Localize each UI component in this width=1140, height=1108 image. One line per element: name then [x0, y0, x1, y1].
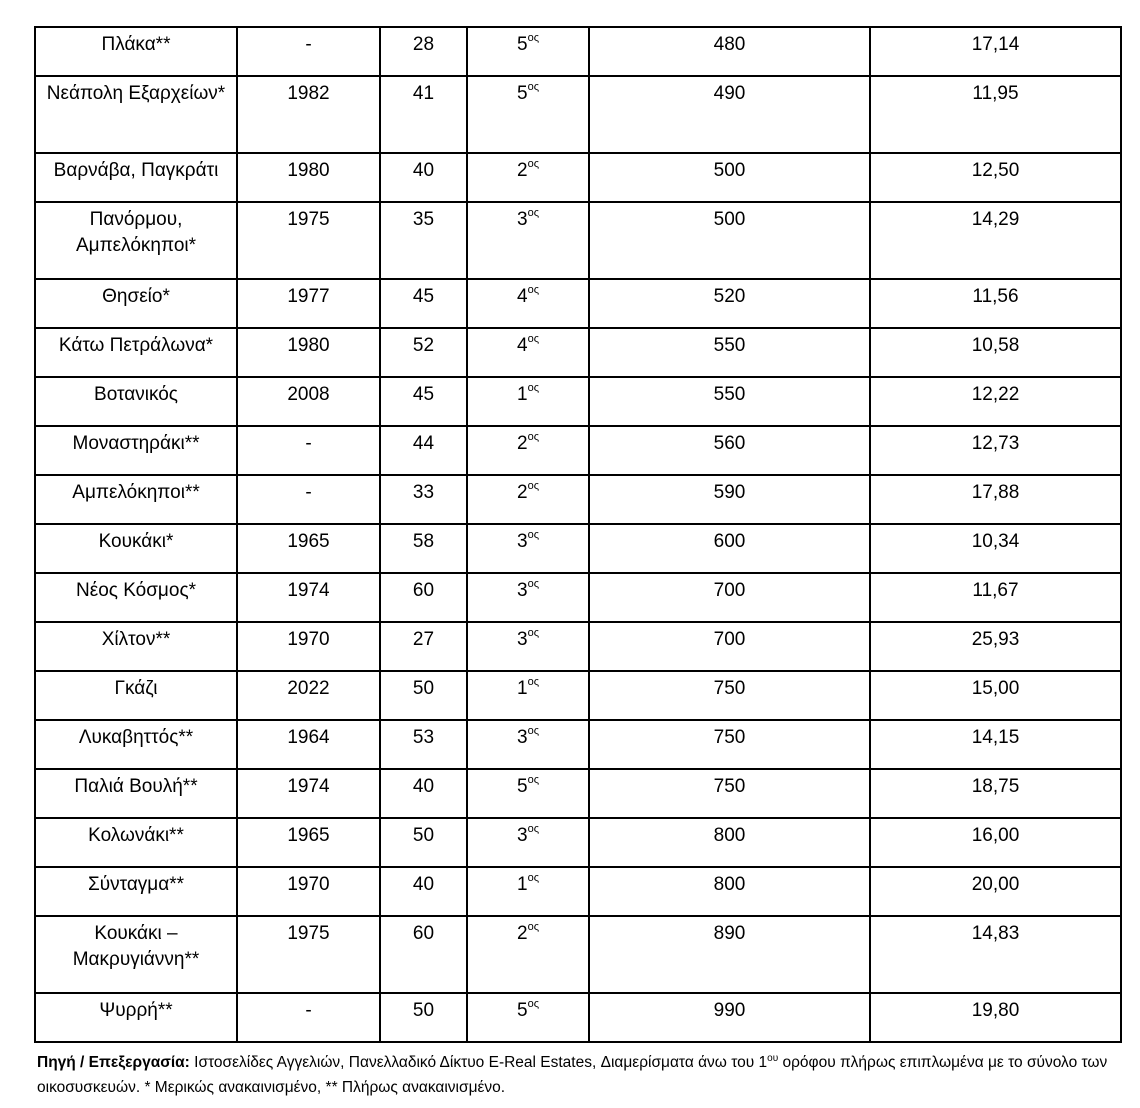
floor-number: 3	[517, 727, 528, 748]
source-note	[37, 1050, 1117, 1100]
table-row	[35, 426, 1121, 475]
sqm-cell: 52	[380, 328, 467, 377]
year-cell: -	[237, 475, 380, 524]
floor-cell	[467, 818, 589, 867]
price-per-sqm-cell: 12,73	[870, 426, 1121, 475]
rent-cell: 700	[589, 573, 870, 622]
floor-suffix: ος	[527, 578, 539, 590]
year-cell: 1965	[237, 524, 380, 573]
floor-cell	[467, 916, 589, 993]
floor-cell	[467, 622, 589, 671]
price-per-sqm-cell: 14,83	[870, 916, 1121, 993]
floor-suffix: ος	[527, 207, 539, 219]
table-row	[35, 76, 1121, 153]
sqm-cell: 45	[380, 279, 467, 328]
floor-suffix: ος	[527, 32, 539, 44]
table-row	[35, 867, 1121, 916]
floor-cell	[467, 76, 589, 153]
floor-cell	[467, 993, 589, 1042]
floor-number: 2	[517, 160, 528, 181]
year-cell: -	[237, 27, 380, 76]
sqm-cell: 58	[380, 524, 467, 573]
year-cell: 1964	[237, 720, 380, 769]
price-per-sqm-cell: 15,00	[870, 671, 1121, 720]
floor-number: 3	[517, 580, 528, 601]
table-row	[35, 622, 1121, 671]
floor-cell	[467, 202, 589, 279]
floor-suffix: ος	[527, 676, 539, 688]
rent-cell: 990	[589, 993, 870, 1042]
price-per-sqm-cell: 10,34	[870, 524, 1121, 573]
floor-cell	[467, 524, 589, 573]
rent-cell: 480	[589, 27, 870, 76]
area-cell: Παλιά Βουλή**	[35, 769, 237, 818]
price-per-sqm-cell: 25,93	[870, 622, 1121, 671]
floor-suffix: ος	[527, 774, 539, 786]
year-cell: 1974	[237, 573, 380, 622]
rent-cell: 500	[589, 202, 870, 279]
sqm-cell: 53	[380, 720, 467, 769]
sqm-cell: 50	[380, 818, 467, 867]
floor-number: 3	[517, 531, 528, 552]
year-cell: 1975	[237, 916, 380, 993]
floor-suffix: ος	[527, 382, 539, 394]
rent-table	[34, 26, 1122, 1043]
price-per-sqm-cell: 17,88	[870, 475, 1121, 524]
table-row	[35, 153, 1121, 202]
floor-suffix: ος	[527, 823, 539, 835]
price-per-sqm-cell: 16,00	[870, 818, 1121, 867]
area-cell: Νέος Κόσμος*	[35, 573, 237, 622]
price-per-sqm-cell: 14,29	[870, 202, 1121, 279]
rent-cell: 550	[589, 328, 870, 377]
floor-cell	[467, 573, 589, 622]
floor-number: 4	[517, 335, 528, 356]
table-row	[35, 328, 1121, 377]
area-cell: Νεάπολη Εξαρχείων*	[35, 76, 237, 153]
source-label: Πηγή / Επεξεργασία:	[37, 1054, 190, 1071]
area-cell: Βοτανικός	[35, 377, 237, 426]
floor-cell	[467, 27, 589, 76]
table-body	[35, 27, 1121, 1042]
price-per-sqm-cell: 11,56	[870, 279, 1121, 328]
floor-suffix: ος	[527, 284, 539, 296]
floor-cell	[467, 867, 589, 916]
source-text-part1: Ιστοσελίδες Αγγελιών, Πανελλαδικό Δίκτυο E-Real Estates, Διαμερίσματα άνω του 1	[189, 1054, 768, 1071]
floor-number: 2	[517, 433, 528, 454]
area-cell: Μοναστηράκι**	[35, 426, 237, 475]
floor-suffix: ος	[527, 872, 539, 884]
area-cell: Χίλτον**	[35, 622, 237, 671]
price-per-sqm-cell: 18,75	[870, 769, 1121, 818]
source-superscript: ου	[767, 1053, 779, 1064]
area-cell: Βαρνάβα, Παγκράτι	[35, 153, 237, 202]
table-row	[35, 671, 1121, 720]
floor-number: 3	[517, 825, 528, 846]
sqm-cell: 60	[380, 573, 467, 622]
year-cell: 2022	[237, 671, 380, 720]
table-row	[35, 916, 1121, 993]
price-per-sqm-cell: 17,14	[870, 27, 1121, 76]
year-cell: 1975	[237, 202, 380, 279]
price-per-sqm-cell: 11,67	[870, 573, 1121, 622]
rent-cell: 560	[589, 426, 870, 475]
rent-cell: 700	[589, 622, 870, 671]
table-row	[35, 475, 1121, 524]
rent-cell: 890	[589, 916, 870, 993]
floor-number: 2	[517, 482, 528, 503]
sqm-cell: 27	[380, 622, 467, 671]
year-cell: 1977	[237, 279, 380, 328]
table-row	[35, 573, 1121, 622]
price-per-sqm-cell: 12,22	[870, 377, 1121, 426]
floor-cell	[467, 153, 589, 202]
area-cell: Αμπελόκηποι**	[35, 475, 237, 524]
price-per-sqm-cell: 10,58	[870, 328, 1121, 377]
floor-number: 3	[517, 629, 528, 650]
rent-cell: 750	[589, 720, 870, 769]
table-row	[35, 27, 1121, 76]
floor-number: 1	[517, 874, 528, 895]
rent-cell: 600	[589, 524, 870, 573]
area-cell: Λυκαβηττός**	[35, 720, 237, 769]
sqm-cell: 35	[380, 202, 467, 279]
floor-cell	[467, 671, 589, 720]
floor-suffix: ος	[527, 431, 539, 443]
price-per-sqm-cell: 11,95	[870, 76, 1121, 153]
floor-suffix: ος	[527, 81, 539, 93]
price-per-sqm-cell: 12,50	[870, 153, 1121, 202]
rent-cell: 590	[589, 475, 870, 524]
table-row	[35, 202, 1121, 279]
table-row	[35, 524, 1121, 573]
floor-suffix: ος	[527, 333, 539, 345]
year-cell: 1980	[237, 328, 380, 377]
rent-cell: 520	[589, 279, 870, 328]
price-per-sqm-cell: 14,15	[870, 720, 1121, 769]
sqm-cell: 50	[380, 671, 467, 720]
sqm-cell: 33	[380, 475, 467, 524]
floor-suffix: ος	[527, 921, 539, 933]
area-cell: Κουκάκι – Μακρυγιάννη**	[35, 916, 237, 993]
sqm-cell: 41	[380, 76, 467, 153]
floor-number: 1	[517, 384, 528, 405]
price-per-sqm-cell: 20,00	[870, 867, 1121, 916]
sqm-cell: 28	[380, 27, 467, 76]
floor-number: 1	[517, 678, 528, 699]
area-cell: Ψυρρή**	[35, 993, 237, 1042]
floor-number: 5	[517, 1000, 528, 1021]
source-text-part2: ορόφου πλήρως επιπλωμένα με το σύνολο των οικοσυσκευών. * Μερικώς ανακαινισμένο, ** Πλήρως ανακαινισμένο.	[37, 1054, 1108, 1096]
floor-cell	[467, 279, 589, 328]
floor-number: 5	[517, 34, 528, 55]
sqm-cell: 40	[380, 153, 467, 202]
rent-cell: 750	[589, 769, 870, 818]
floor-cell	[467, 426, 589, 475]
rent-cell: 500	[589, 153, 870, 202]
floor-number: 4	[517, 286, 528, 307]
area-cell: Σύνταγμα**	[35, 867, 237, 916]
floor-cell	[467, 720, 589, 769]
area-cell: Πανόρμου, Αμπελόκηποι*	[35, 202, 237, 279]
area-cell: Γκάζι	[35, 671, 237, 720]
floor-suffix: ος	[527, 998, 539, 1010]
table-row	[35, 720, 1121, 769]
floor-number: 5	[517, 776, 528, 797]
year-cell: 1970	[237, 867, 380, 916]
year-cell: 2008	[237, 377, 380, 426]
year-cell: -	[237, 993, 380, 1042]
rent-cell: 490	[589, 76, 870, 153]
area-cell: Κουκάκι*	[35, 524, 237, 573]
floor-cell	[467, 475, 589, 524]
sqm-cell: 44	[380, 426, 467, 475]
floor-suffix: ος	[527, 480, 539, 492]
table-row	[35, 993, 1121, 1042]
floor-suffix: ος	[527, 529, 539, 541]
sqm-cell: 45	[380, 377, 467, 426]
floor-suffix: ος	[527, 627, 539, 639]
floor-cell	[467, 769, 589, 818]
sqm-cell: 40	[380, 769, 467, 818]
area-cell: Πλάκα**	[35, 27, 237, 76]
floor-number: 5	[517, 83, 528, 104]
area-cell: Κάτω Πετράλωνα*	[35, 328, 237, 377]
year-cell: 1980	[237, 153, 380, 202]
floor-number: 2	[517, 923, 528, 944]
year-cell: 1970	[237, 622, 380, 671]
floor-cell	[467, 328, 589, 377]
year-cell: 1974	[237, 769, 380, 818]
floor-suffix: ος	[527, 158, 539, 170]
rent-cell: 800	[589, 867, 870, 916]
table-row	[35, 818, 1121, 867]
sqm-cell: 50	[380, 993, 467, 1042]
rent-cell: 800	[589, 818, 870, 867]
floor-suffix: ος	[527, 725, 539, 737]
sqm-cell: 40	[380, 867, 467, 916]
sqm-cell: 60	[380, 916, 467, 993]
area-cell: Θησείο*	[35, 279, 237, 328]
year-cell: 1982	[237, 76, 380, 153]
price-per-sqm-cell: 19,80	[870, 993, 1121, 1042]
area-cell: Κολωνάκι**	[35, 818, 237, 867]
year-cell: 1965	[237, 818, 380, 867]
rent-cell: 750	[589, 671, 870, 720]
floor-cell	[467, 377, 589, 426]
table-row	[35, 769, 1121, 818]
rent-cell: 550	[589, 377, 870, 426]
table-row	[35, 377, 1121, 426]
year-cell: -	[237, 426, 380, 475]
table-row	[35, 279, 1121, 328]
floor-number: 3	[517, 209, 528, 230]
